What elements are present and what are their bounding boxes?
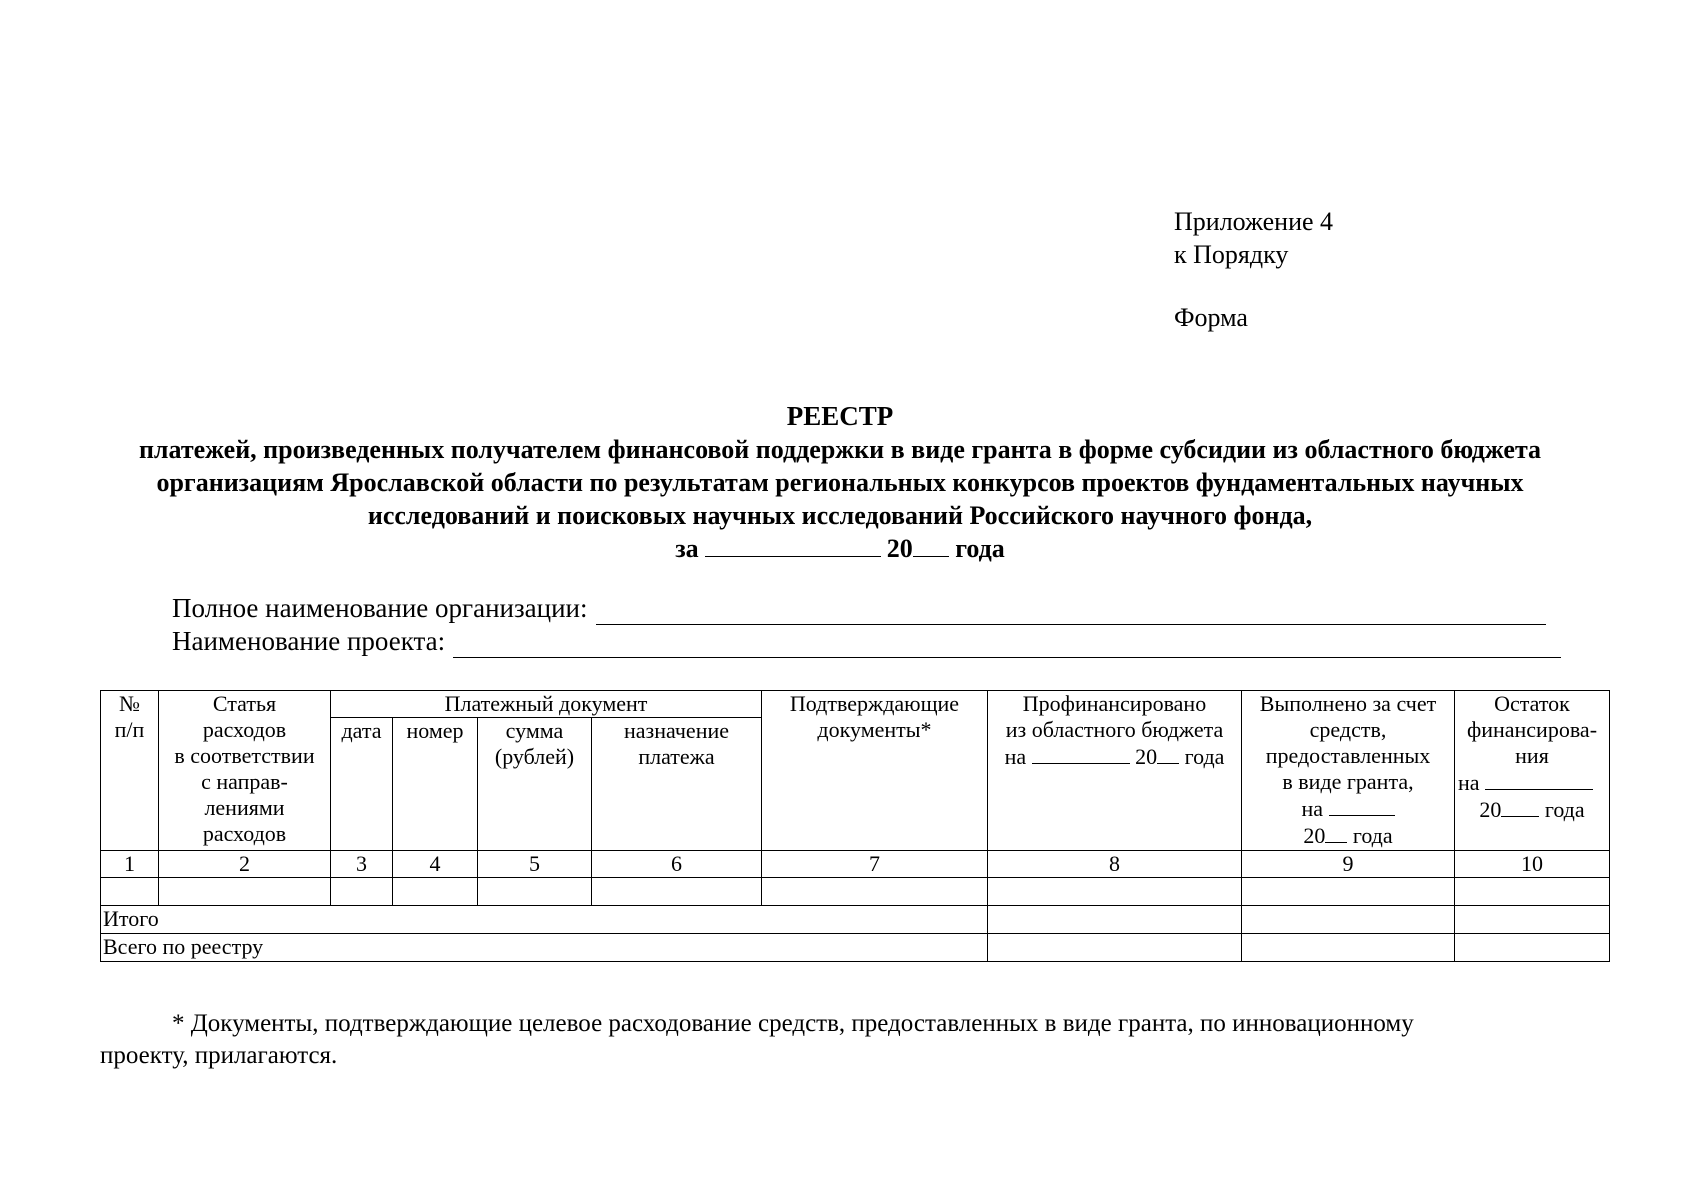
- done-date-blank[interactable]: [1329, 795, 1395, 816]
- data-row: [101, 878, 1610, 906]
- registry-table: [100, 690, 1610, 962]
- period-prefix: за: [675, 534, 699, 563]
- col-number: 2: [159, 851, 331, 878]
- header-rest: Остаток финансирова- ния на 20 года: [1455, 691, 1610, 851]
- col-number: 3: [331, 851, 393, 878]
- org-name-label: Полное наименование организации:: [172, 593, 588, 623]
- col-number: 1: [101, 851, 159, 878]
- cell[interactable]: [1242, 878, 1455, 906]
- total-financed[interactable]: [988, 906, 1242, 934]
- done-year-blank[interactable]: [1325, 822, 1347, 843]
- col-number: 6: [592, 851, 762, 878]
- cell[interactable]: [393, 878, 478, 906]
- total-label: Итого: [101, 906, 988, 934]
- title-line-1: платежей, произведенных получателем финансовой поддержки в виде гранта в форме субсидии из областного бюджета: [138, 435, 1542, 464]
- footnote-line-1: * Документы, подтверждающие целевое расходование средств, предоставленных в виде гранта, по инновационному: [172, 1010, 1414, 1037]
- header-payment-doc: Платежный документ: [331, 691, 762, 718]
- rest-date-blank[interactable]: [1485, 769, 1593, 790]
- header-row-1: [101, 691, 1610, 718]
- header-done: Выполнено за счет средств, предоставленных в виде гранта, на 20 года: [1242, 691, 1455, 851]
- org-name-row: [172, 592, 1561, 625]
- col-number: 9: [1242, 851, 1455, 878]
- cell[interactable]: [988, 878, 1242, 906]
- column-numbers-row: [101, 851, 1610, 878]
- grand-total-financed[interactable]: [988, 934, 1242, 962]
- period-suffix: года: [955, 534, 1005, 563]
- total-row: [101, 906, 1610, 934]
- form-label: Форма: [1174, 303, 1248, 332]
- rest-year-blank[interactable]: [1501, 796, 1539, 817]
- footnote: [100, 1008, 1580, 1072]
- project-name-label: Наименование проекта:: [172, 626, 446, 656]
- header-date: дата: [331, 718, 393, 851]
- title-line-3: исследований и поисковых научных исследований Российского научного фонда,: [367, 501, 1313, 530]
- header-num: № п/п: [101, 691, 159, 851]
- org-name-field[interactable]: [596, 600, 1546, 625]
- col-number: 10: [1455, 851, 1610, 878]
- header-financed: Профинансировано из областного бюджета на 20 года: [988, 691, 1242, 851]
- cell[interactable]: [762, 878, 988, 906]
- annex-reference: к Порядку: [1174, 240, 1289, 269]
- cell[interactable]: [159, 878, 331, 906]
- financed-year-blank[interactable]: [1157, 743, 1179, 764]
- grand-total-label: Всего по реестру: [101, 934, 988, 962]
- col-number: 5: [478, 851, 592, 878]
- title-period: [90, 532, 1590, 565]
- total-done[interactable]: [1242, 906, 1455, 934]
- col-number: 7: [762, 851, 988, 878]
- title-main: РЕЕСТР: [786, 401, 894, 431]
- annex-number: Приложение 4: [1174, 207, 1334, 236]
- header-sum: сумма (рублей): [478, 718, 592, 851]
- total-rest[interactable]: [1455, 906, 1610, 934]
- period-blank[interactable]: [705, 534, 881, 557]
- header-purpose: назначение платежа: [592, 718, 762, 851]
- cell[interactable]: [478, 878, 592, 906]
- cell[interactable]: [592, 878, 762, 906]
- col-number: 4: [393, 851, 478, 878]
- document-title: [90, 400, 1590, 565]
- financed-date-blank[interactable]: [1032, 743, 1130, 764]
- header-confirm-docs: Подтверждающие документы*: [762, 691, 988, 851]
- header-article: Статья расходов в соответствии с направ- лениями расходов: [159, 691, 331, 851]
- grand-total-rest[interactable]: [1455, 934, 1610, 962]
- annex-header: [1174, 205, 1333, 334]
- cell[interactable]: [101, 878, 159, 906]
- grand-total-row: [101, 934, 1610, 962]
- period-year: 20: [886, 534, 913, 563]
- period-year-blank[interactable]: [913, 534, 949, 557]
- cell[interactable]: [331, 878, 393, 906]
- grand-total-done[interactable]: [1242, 934, 1455, 962]
- project-name-field[interactable]: [453, 633, 1561, 658]
- footnote-line-2: проекту, прилагаются.: [100, 1042, 338, 1069]
- header-number: номер: [393, 718, 478, 851]
- title-line-2: организациям Ярославской области по результатам региональных конкурсов проектов фундаментальных научных: [156, 468, 1524, 497]
- col-number: 8: [988, 851, 1242, 878]
- project-name-row: [172, 625, 1561, 658]
- cell[interactable]: [1455, 878, 1610, 906]
- form-fields: [172, 592, 1561, 658]
